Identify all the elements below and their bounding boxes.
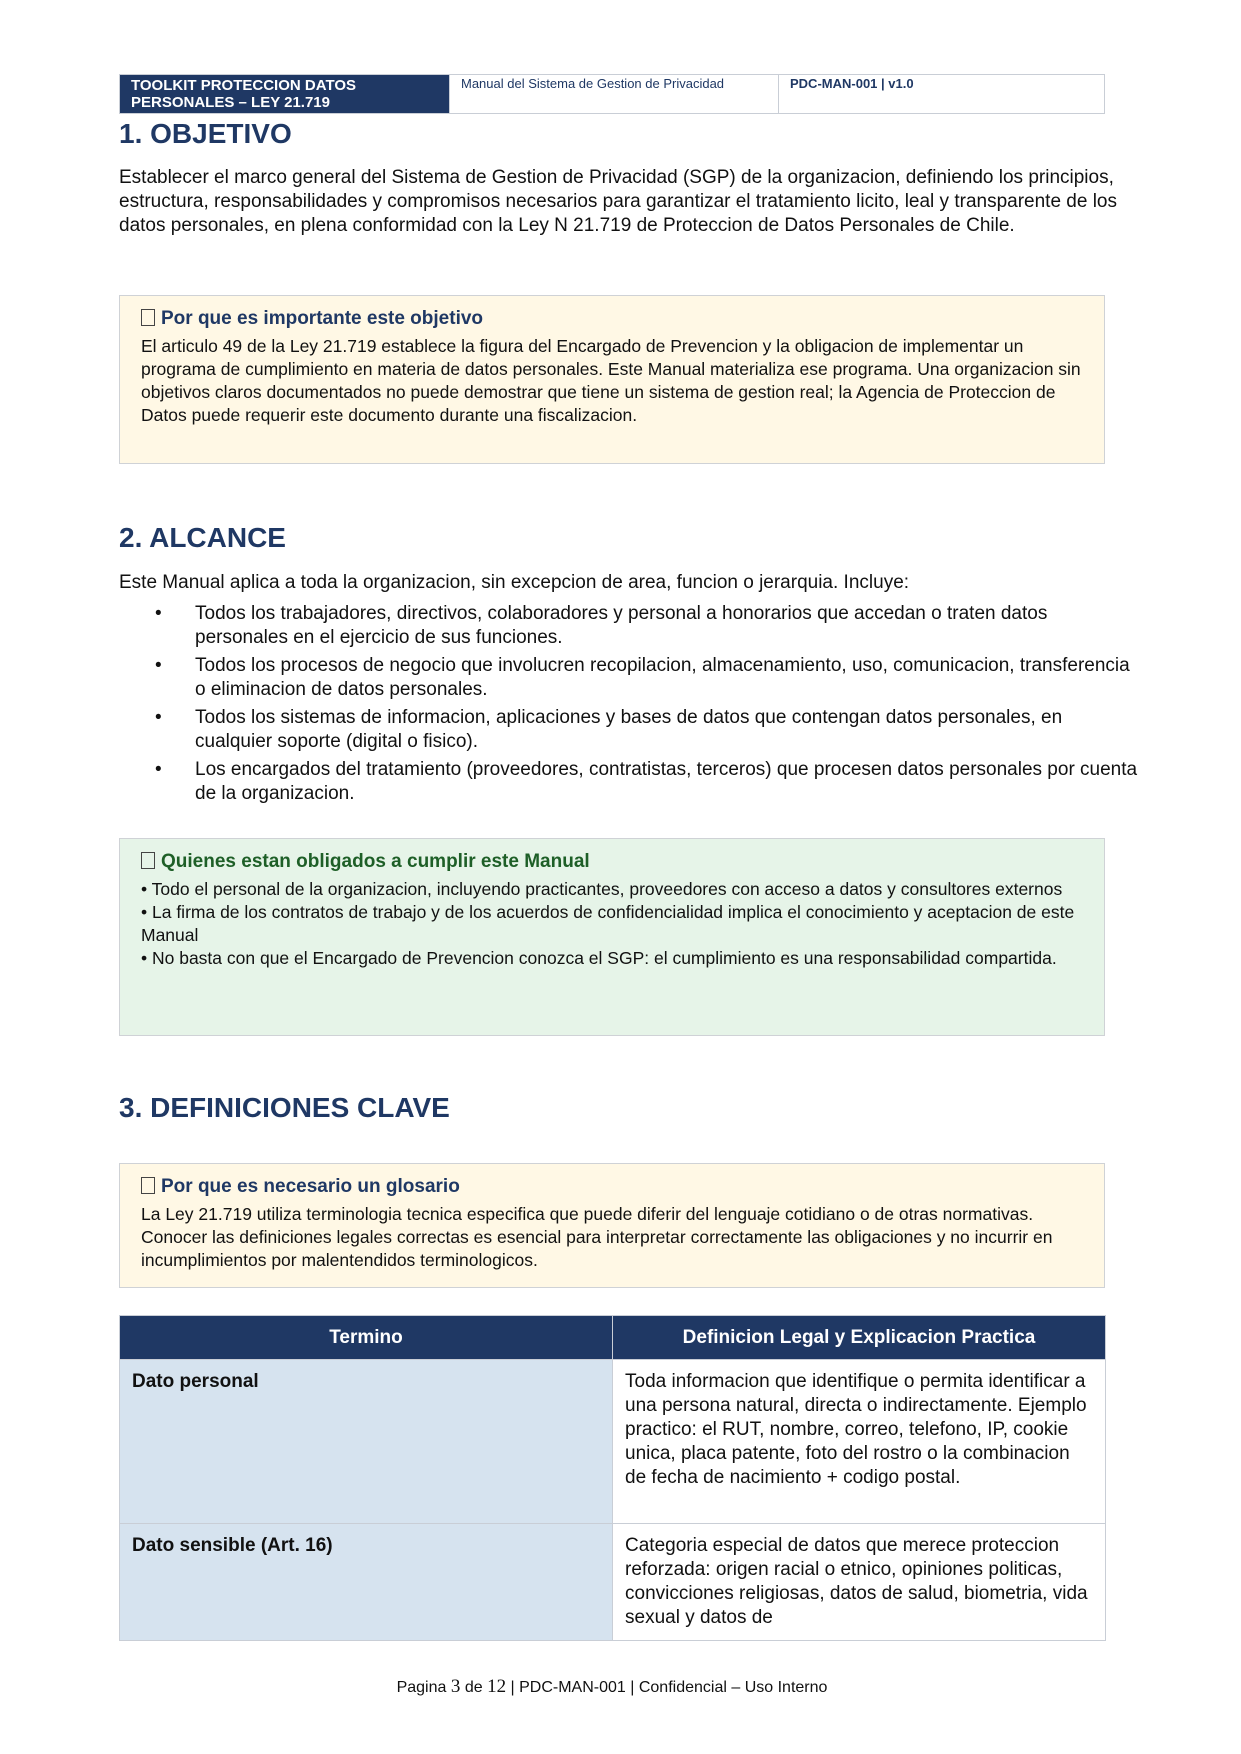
scope-list (119, 602, 1139, 810)
callout-line: • Todo el personal de la organizacion, incluyendo practicantes, proveedores con acceso a datos y consultores externos (141, 879, 1063, 899)
footer-page-number: 3 (450, 1676, 461, 1697)
section-1-body: Establecer el marco general del Sistema de Gestion de Privacidad (SGP) de la organizacion, definiendo los principios, estructura, responsabilidades y compromisos necesarios para garantizar el tratamiento licito, leal y transparente de los datos personales, en plena conformidad con la Ley N 21.719 de Proteccion de Datos Personales de Chile. (119, 167, 1117, 236)
list-item: • Todos los trabajadores, directivos, colaboradores y personal a honorarios que accedan o traten datos personales en el ejercicio de sus funciones. (155, 603, 1048, 648)
page-header (119, 74, 1105, 114)
obligated-callout (119, 838, 1105, 1036)
section-2-title: 2. ALCANCE (119, 522, 286, 553)
table-row (120, 1360, 1106, 1524)
table-header-row (120, 1316, 1106, 1360)
section-1-title: 1. OBJETIVO (119, 118, 292, 149)
glossary-callout (119, 1163, 1105, 1288)
objective-callout (119, 295, 1105, 464)
table-row (120, 1524, 1106, 1641)
column-header-term: Termino (120, 1316, 613, 1360)
list-item: • Todos los procesos de negocio que involucren recopilacion, almacenamiento, uso, comunicacion, transferencia o eliminacion de datos personales. (155, 655, 1130, 700)
callout-line: • La firma de los contratos de trabajo y de los acuerdos de confidencialidad implica el conocimiento y aceptacion de este Manual (141, 902, 1075, 945)
footer-page-total: 12 (487, 1676, 507, 1697)
definition-cell: Categoria especial de datos que merece proteccion reforzada: origen racial o etnico, opiniones politicas, convicciones religiosas, datos de salud, biometria, vida sexual y datos de (613, 1524, 1106, 1641)
callout-title: Por que es necesario un glosario (161, 1176, 460, 1197)
page-footer (119, 1676, 1105, 1698)
definition-cell: Toda informacion que identifique o permita identificar a una persona natural, directa o indirectamente. Ejemplo practico: el RUT, nombre, correo, telefono, IP, cookie unica, placa patente, foto del rostro o la combinacion de fecha de nacimiento + codigo postal. (613, 1360, 1106, 1524)
section-2-intro: Este Manual aplica a toda la organizacion, sin excepcion de area, funcion o jerarquia. Incluye: (119, 572, 910, 593)
callout-text: El articulo 49 de la Ley 21.719 establece la figura del Encargado de Prevencion y la obligacion de implementar un programa de cumplimiento en materia de datos personales. Este Manual materializa ese programa. Una organizacion sin objetivos claros documentados no puede demostrar que tiene un sistema de gestion real; la Agencia de Proteccion de Datos puede requerir este documento durante una fiscalizacion. (141, 336, 1081, 425)
placeholder-icon (141, 309, 155, 326)
footer-of-label: de (464, 1679, 483, 1696)
list-item: • Los encargados del tratamiento (proveedores, contratistas, terceros) que procesen datos personales por cuenta de la organizacion. (155, 759, 1138, 804)
term-cell: Dato personal (120, 1360, 613, 1524)
footer-page-label: Pagina (396, 1679, 447, 1696)
definitions-table (119, 1315, 1106, 1641)
header-doc-code: PDC-MAN-001 | v1.0 (778, 75, 1104, 113)
placeholder-icon (141, 852, 155, 869)
column-header-definition: Definicion Legal y Explicacion Practica (613, 1316, 1106, 1360)
header-toolkit-title: TOOLKIT PROTECCION DATOS PERSONALES – LEY 21.719 (120, 75, 449, 113)
section-3-title: 3. DEFINICIONES CLAVE (119, 1092, 450, 1123)
callout-line: • No basta con que el Encargado de Prevencion conozca el SGP: el cumplimiento es una responsabilidad compartida. (141, 948, 1057, 968)
callout-title: Quienes estan obligados a cumplir este Manual (161, 851, 590, 872)
callout-title: Por que es importante este objetivo (161, 308, 484, 329)
footer-doc-info: | PDC-MAN-001 | Confidencial – Uso Interno (510, 1679, 828, 1696)
header-manual-title: Manual del Sistema de Gestion de Privacidad (449, 75, 778, 113)
placeholder-icon (141, 1177, 155, 1194)
callout-text: La Ley 21.719 utiliza terminologia tecnica especifica que puede diferir del lenguaje cotidiano o de otras normativas. Conocer las definiciones legales correctas es esencial para interpretar correctamente las obligaciones y no incurrir en incumplimientos por malentendidos terminologicos. (141, 1204, 1053, 1270)
term-cell: Dato sensible (Art. 16) (120, 1524, 613, 1641)
list-item: • Todos los sistemas de informacion, aplicaciones y bases de datos que contengan datos personales, en cualquier soporte (digital o fisico). (155, 707, 1063, 752)
